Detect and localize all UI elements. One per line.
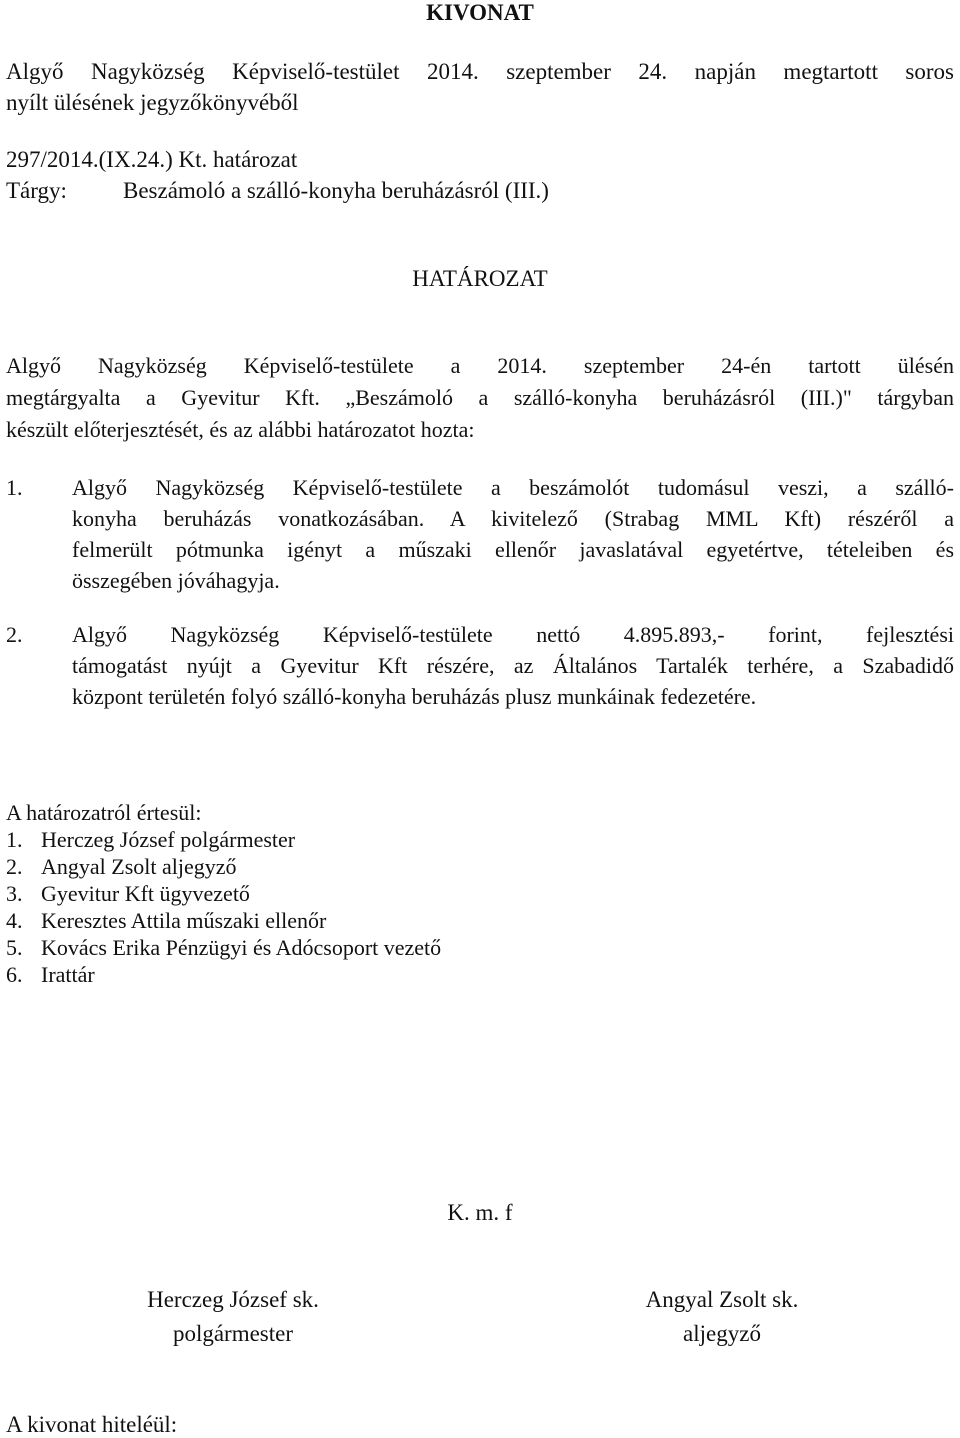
certification-label: A kivonat hiteléül: [6, 1412, 178, 1437]
resolution-heading: HATÁROZAT [412, 266, 548, 291]
distribution-item [6, 853, 237, 880]
item-line: Algyő Nagyközség Képviselő-testülete a beszámolót tudomásul veszi, a szálló- [72, 475, 954, 500]
right-signature [592, 1283, 852, 1351]
item-line: összegében jóváhagyja. [72, 568, 280, 593]
distribution-heading: A határozatról értesül: [6, 800, 202, 825]
distribution-text: Kovács Erika Pénzügyi és Adócsoport vezető [41, 935, 442, 960]
kmf-label: K. m. f [447, 1200, 513, 1225]
item-number: 2. [6, 622, 23, 647]
distribution-number: 6. [6, 962, 23, 987]
left-signature [103, 1283, 363, 1351]
distribution-item [6, 907, 326, 934]
preamble-line-2: megtárgyalta a Gyevitur Kft. „Beszámoló a szálló-konyha beruházásról (III.)" tárgyban [6, 385, 954, 410]
item-line: felmerült pótmunka igényt a műszaki ellenőr javaslatával egyetértve, tételeiben és [72, 537, 954, 562]
distribution-item [6, 934, 441, 961]
preamble-line-3: készült előterjesztését, és az alábbi határozatot hozta: [6, 417, 475, 442]
item-line: központ területén folyó szálló-konyha beruházás plusz munkáinak fedezetére. [72, 684, 757, 709]
distribution-text: Keresztes Attila műszaki ellenőr [41, 908, 327, 933]
signature-name: Herczeg József sk. [147, 1287, 319, 1312]
distribution-number: 2. [6, 854, 23, 879]
subject-row [6, 176, 954, 206]
distribution-number: 4. [6, 908, 23, 933]
item-line: konyha beruházás vonatkozásában. A kivitelező (Strabag MML Kft) részéről a [72, 506, 954, 531]
intro-line-1: Algyő Nagyközség Képviselő-testület 2014. szeptember 24. napján megtartott soros [6, 59, 954, 84]
distribution-text: Herczeg József polgármester [41, 827, 296, 852]
distribution-item [6, 826, 295, 853]
signature-name: Angyal Zsolt sk. [645, 1287, 799, 1312]
distribution-number: 5. [6, 935, 23, 960]
item-line: Algyő Nagyközség Képviselő-testülete nettó 4.895.893,- forint, fejlesztési [72, 622, 954, 647]
distribution-item [6, 961, 95, 988]
resolution-number: 297/2014.(IX.24.) Kt. határozat [6, 147, 298, 172]
distribution-number: 1. [6, 827, 23, 852]
distribution-item [6, 880, 250, 907]
subject-text: Beszámoló a szálló-konyha beruházásról (III.) [123, 178, 549, 203]
document-title: KIVONAT [426, 0, 534, 25]
distribution-text: Irattár [41, 962, 95, 987]
subject-label: Tárgy: [6, 178, 67, 203]
distribution-text: Gyevitur Kft ügyvezető [41, 881, 250, 906]
signature-title: aljegyző [683, 1321, 761, 1346]
signature-title: polgármester [172, 1321, 294, 1346]
distribution-number: 3. [6, 881, 23, 906]
preamble-line-1: Algyő Nagyközség Képviselő-testülete a 2014. szeptember 24-én tartott ülésén [6, 353, 954, 378]
intro-line-2: nyílt ülésének jegyzőkönyvéből [6, 90, 299, 115]
item-number: 1. [6, 475, 23, 500]
distribution-text: Angyal Zsolt aljegyző [41, 854, 237, 879]
item-line: támogatást nyújt a Gyevitur Kft részére, az Általános Tartalék terhére, a Szabadidő [72, 653, 954, 678]
